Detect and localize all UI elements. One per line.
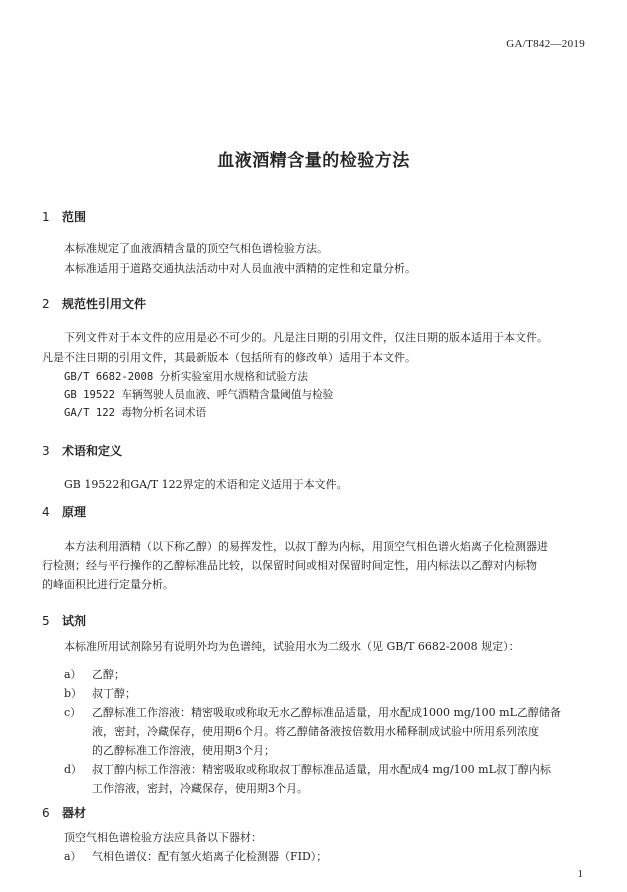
section-heading-principle: 4 原理 <box>42 505 87 519</box>
paragraph-line: 下列文件对于本文件的应用是必不可少的。凡是注日期的引用文件，仅注日期的版本适用于本文件。 <box>64 331 548 344</box>
paragraph-line: GB 19522和GA/T 122界定的术语和定义适用于本文件。 <box>64 478 348 491</box>
section-heading-terms: 3 术语和定义 <box>42 444 123 458</box>
standard-code: GA/T842—2019 <box>506 38 585 50</box>
section-heading-apparatus: 6 器材 <box>42 806 87 820</box>
list-item: 乙醇标准工作溶液：精密吸取或称取无水乙醇标准品适量，用水配成1000 mg/100 mL乙醇储备 <box>92 706 561 719</box>
document-title: 血液酒精含量的检验方法 <box>217 151 410 171</box>
paragraph-line: 的峰面积比进行定量分析。 <box>42 578 174 591</box>
list-item: 叔丁醇内标工作溶液：精密吸取或称取叔丁醇标准品适量，用水配成4 mg/100 mL叔丁醇内标 <box>92 763 551 776</box>
paragraph-line: 顶空气相色谱检验方法应具备以下器材： <box>64 831 262 844</box>
list-marker: c） <box>64 706 82 719</box>
paragraph-line: 本标准适用于道路交通执法活动中对人员血液中酒精的定性和定量分析。 <box>64 262 416 275</box>
paragraph-line: 本标准所用试剂除另有说明外均为色谱纯，试验用水为二级水（见 GB/T 6682-2008 规定）： <box>64 640 520 653</box>
paragraph-line: 本方法利用酒精（以下称乙醇）的易挥发性，以叔丁醇为内标，用顶空气相色谱火焰离子化检测器进 <box>64 540 548 553</box>
section-heading-normative-references: 2 规范性引用文件 <box>42 297 147 311</box>
paragraph-line: 本标准规定了血液酒精含量的顶空气相色谱检验方法。 <box>64 242 328 255</box>
reference-item: GA/T 122 毒物分析名词术语 <box>64 407 207 419</box>
paragraph-line: 凡是不注日期的引用文件，其最新版本（包括所有的修改单）适用于本文件。 <box>42 351 416 364</box>
reference-item: GB 19522 车辆驾驶人员血液、呼气酒精含量阈值与检验 <box>64 389 334 401</box>
list-item-continuation: 液，密封，冷藏保存，使用期6个月。将乙醇储备液按倍数用水稀释制成试验中所用系列浓度 <box>92 725 539 738</box>
list-item: 乙醇； <box>92 668 125 681</box>
paragraph-line: 行检测；经与平行操作的乙醇标准品比较，以保留时间或相对保留时间定性，用内标法以乙醇对内标物 <box>42 559 537 572</box>
list-marker: d） <box>64 763 83 776</box>
page-number: 1 <box>577 868 583 880</box>
section-heading-reagents: 5 试剂 <box>42 614 87 628</box>
list-marker: a） <box>64 850 82 863</box>
reference-item: GB/T 6682-2008 分析实验室用水规格和试验方法 <box>64 371 308 383</box>
list-item-continuation: 的乙醇标准工作溶液，使用期3个月； <box>92 744 275 757</box>
list-marker: b） <box>64 687 83 700</box>
list-marker: a） <box>64 668 82 681</box>
list-item-continuation: 工作溶液，密封，冷藏保存，使用期3个月。 <box>92 782 308 795</box>
list-item: 叔丁醇； <box>92 687 136 700</box>
section-heading-scope: 1 范围 <box>42 210 87 224</box>
list-item: 气相色谱仪：配有氢火焰离子化检测器（FID）； <box>92 850 328 863</box>
